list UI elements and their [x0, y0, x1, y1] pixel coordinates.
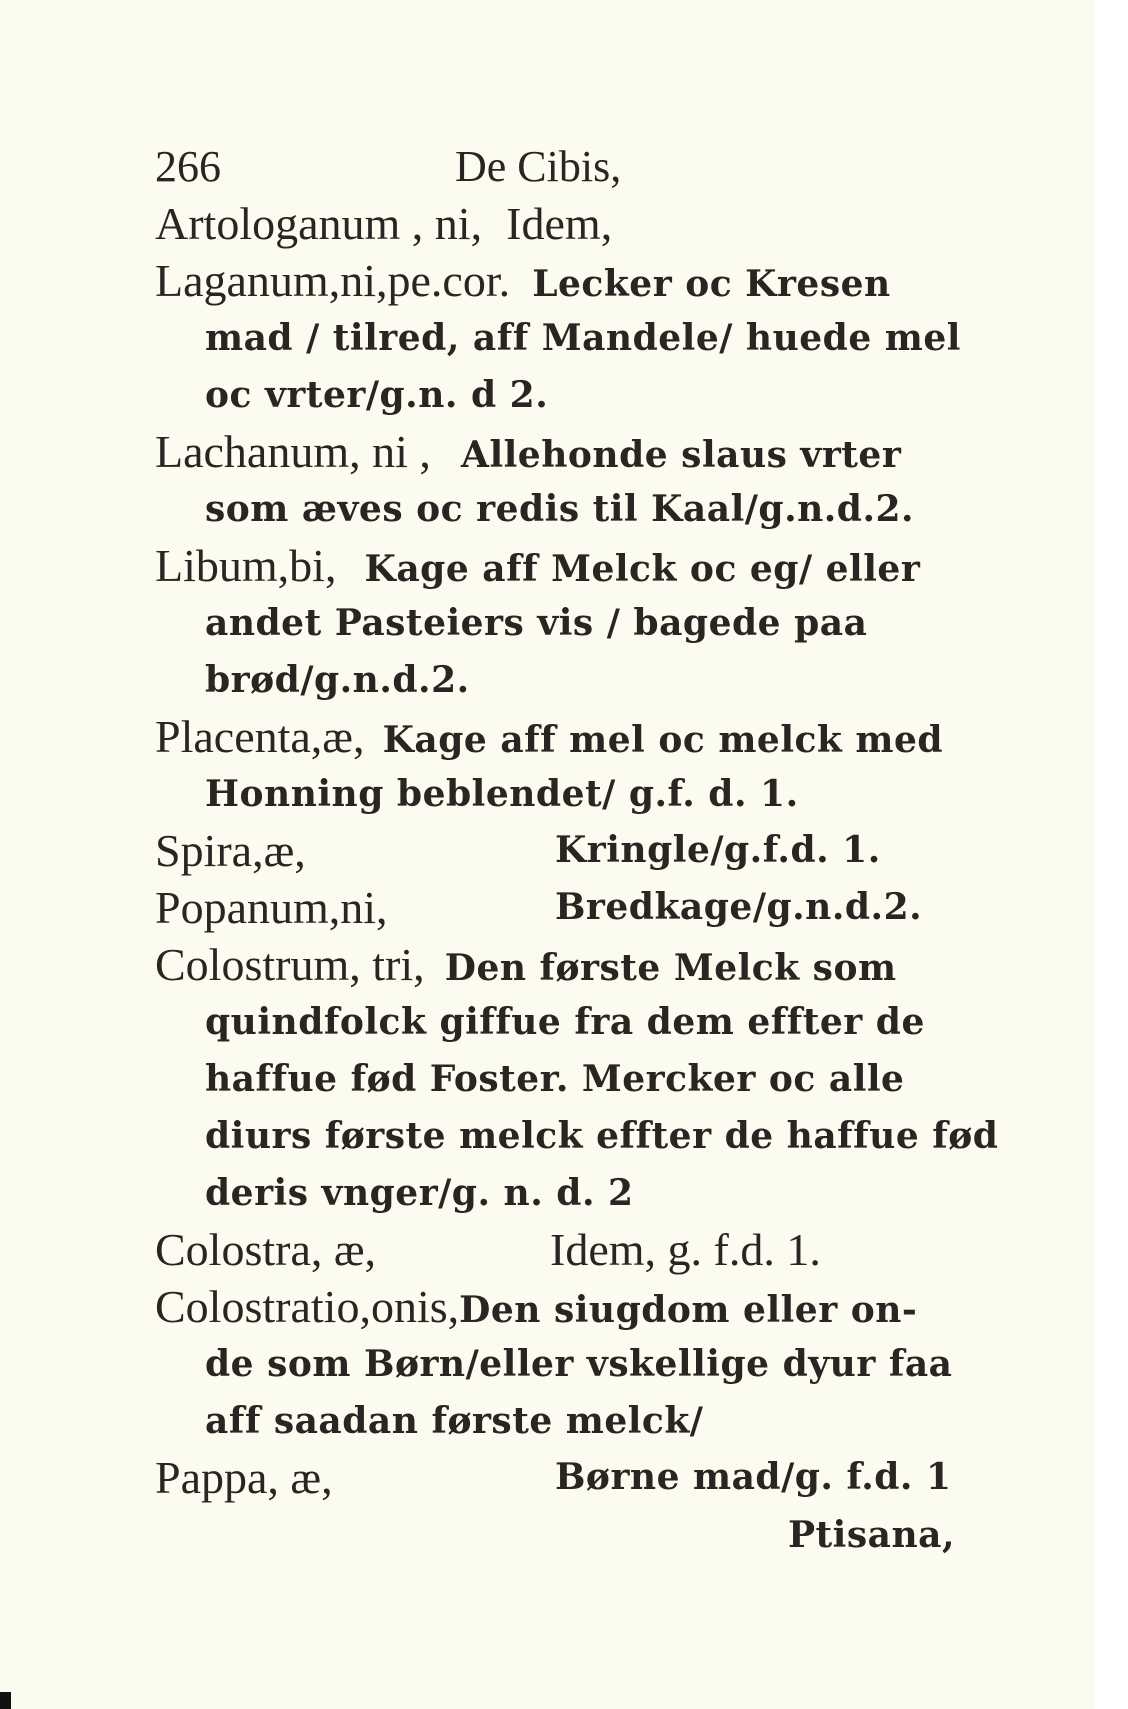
entry-pappa [155, 1449, 955, 1506]
entry-continuation [155, 651, 955, 708]
entry-lemma: Lachanum, ni , [155, 426, 431, 477]
entry-continuation [155, 480, 955, 537]
entry-continuation [155, 1392, 955, 1449]
entry-placenta [155, 708, 955, 765]
entry-continuation [155, 1107, 999, 1164]
continuation-text: de som Børn/eller vskellige dyur faa [205, 1343, 953, 1385]
entry-colostratio [155, 1278, 955, 1335]
running-title: De Cibis, [455, 142, 622, 191]
entry-continuation [155, 1164, 955, 1221]
entry-gloss: Kringle/g.f.d. 1. [555, 829, 881, 871]
entry-continuation [155, 594, 955, 651]
entry-continuation [155, 366, 955, 423]
entry-lemma: Popanum,ni, [155, 882, 388, 933]
entry-gloss: Kage aff mel oc melck med [382, 719, 944, 761]
entry-laganum [155, 252, 955, 309]
entry-gloss: Idem, [506, 198, 613, 249]
entry-lemma: Placenta,æ, [155, 711, 365, 762]
entry-gloss: Allehonde slaus vrter [461, 434, 902, 476]
continuation-text: quindfolck giffue fra dem effter de [205, 1001, 925, 1043]
entry-lemma: Spira,æ, [155, 825, 306, 876]
scan-margin [1095, 0, 1128, 1709]
continuation-text: Honning beblendet/ g.f. d. 1. [205, 773, 799, 815]
page-number: 266 [155, 142, 221, 191]
continuation-text: oc vrter/g.n. d 2. [205, 374, 549, 416]
continuation-text: diurs første melck effter de haffue fød [205, 1115, 999, 1157]
entry-continuation [155, 1050, 955, 1107]
entry-lemma: Artologanum , ni, [155, 198, 483, 249]
entry-lemma: Libum,bi, [155, 540, 337, 591]
entry-gloss: Den første Melck som [444, 947, 897, 989]
continuation-text: haffue fød Foster. Mercker oc alle [205, 1058, 905, 1100]
entry-gloss: Lecker oc Kresen [532, 263, 891, 305]
entry-lemma: Laganum,ni,pe.cor. [155, 255, 511, 306]
entry-colostrum [155, 936, 955, 993]
entry-gloss: Bredkage/g.n.d.2. [555, 886, 923, 928]
continuation-text: som æves oc redis til Kaal/g.n.d.2. [205, 488, 915, 530]
entry-lemma: Colostra, æ, [155, 1224, 377, 1275]
entry-libum [155, 537, 955, 594]
continuation-text: aff saadan første melck/ [205, 1400, 704, 1442]
entry-popanum [155, 879, 955, 936]
catchword: Ptisana, [787, 1514, 955, 1556]
continuation-text: deris vnger/g. n. d. 2 [205, 1172, 634, 1214]
entry-lemma: Colostratio,onis, [155, 1281, 460, 1332]
entry-gloss: Børne mad/g. f.d. 1 [555, 1456, 952, 1498]
entry-spira [155, 822, 955, 879]
entry-gloss: Idem, g. f.d. 1. [550, 1224, 821, 1275]
entry-colostra [155, 1221, 955, 1278]
continuation-text: andet Pasteiers vis / bagede paa [205, 602, 868, 644]
entry-continuation [155, 309, 961, 366]
entry-lachanum [155, 423, 955, 480]
entry-continuation [155, 765, 955, 822]
entry-artologanum [155, 195, 955, 252]
continuation-text: brød/g.n.d.2. [205, 659, 470, 701]
entry-gloss: Den siugdom eller on- [459, 1289, 918, 1331]
page-text [155, 138, 999, 1563]
entry-continuation [155, 1335, 955, 1392]
catchword-line [155, 1506, 955, 1563]
entry-continuation [155, 993, 955, 1050]
entry-lemma: Pappa, æ, [155, 1452, 333, 1503]
page-header [155, 138, 955, 195]
continuation-text: mad / tilred, aff Mandele/ huede mel [205, 317, 961, 359]
entry-lemma: Colostrum, tri, [155, 939, 425, 990]
scan-corner-mark [0, 1692, 11, 1709]
entry-gloss: Kage aff Melck oc eg/ eller [364, 548, 921, 590]
